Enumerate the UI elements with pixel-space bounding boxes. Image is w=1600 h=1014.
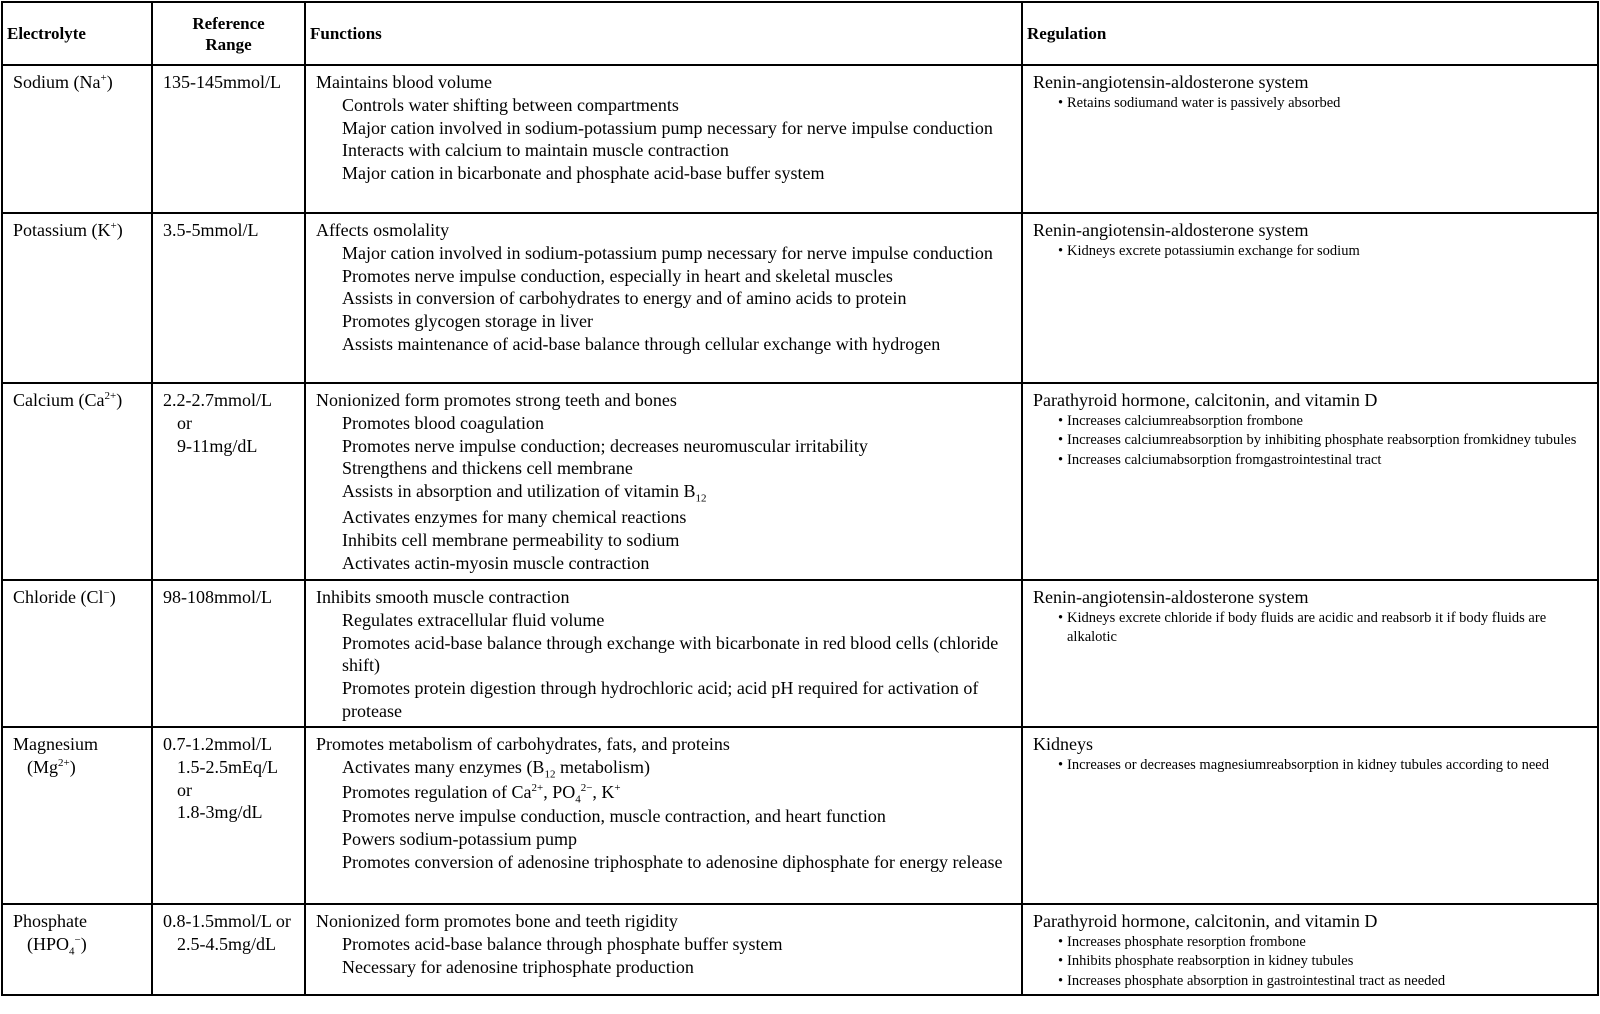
range-cell: 135-145mmol/L (152, 65, 305, 213)
range-cell: 2.2-2.7mmol/L or 9-11mg/dL (152, 383, 305, 580)
list-item: • Increases calciumabsorption fromgastrointestinal tract (1067, 451, 1597, 471)
functions-cell: Maintains blood volume Controls water shifting between compartments Major cation involved in sodium-potassium pump necessary for nerve impulse conduction Interacts with calcium to maintain muscle contraction Major cation in bicarbonate and phosphate acid-base buffer system (305, 65, 1022, 213)
list-item: • Kidneys excrete potassiumin exchange for sodium (1067, 242, 1597, 262)
range-cell: 98-108mmol/L (152, 580, 305, 727)
header-reference-range: Reference Range (152, 2, 305, 65)
header-electrolyte: Electrolyte (2, 2, 152, 65)
table-row (2, 904, 1598, 995)
list-item: • Increases or decreases magnesiumreabsorption in kidney tubules according to need (1067, 756, 1597, 776)
regulation-cell: Parathyroid hormone, calcitonin, and vitamin D • Increases phosphate resorption frombone • Inhibits phosphate reabsorption in kidney tubules • Increases phosphate absorption in gastrointestinal tract as needed (1022, 904, 1598, 995)
header-regulation: Regulation (1022, 2, 1598, 65)
functions-cell: Nonionized form promotes bone and teeth rigidity Promotes acid-base balance through phosphate buffer system Necessary for adenosine triphosphate production (305, 904, 1022, 995)
electrolyte-cell: Calcium $(Ca^{2+})$ (2, 383, 152, 580)
list-item: • Retains sodiumand water is passively absorbed (1067, 94, 1597, 114)
list-item: • Increases calciumreabsorption frombone (1067, 412, 1597, 432)
header-row (2, 2, 1598, 65)
regulation-cell: Parathyroid hormone, calcitonin, and vitamin D • Increases calciumreabsorption frombone • Increases calciumreabsorption by inhibiting phosphate reabsorption fromkidney tubules • Increases calciumabsorption fromgastrointestinal tract (1022, 383, 1598, 580)
regulation-cell: Renin-angiotensin-aldosterone system • Kidneys excrete chloride if body fluids are acidic and reabsorb it if body fluids are alkalotic (1022, 580, 1598, 727)
functions-cell: Promotes metabolism of carbohydrates, fats, and proteins Activates many enzymes ($B_{12}$ metabolism) Promotes regulation of $Ca^{2+}$, $PO_4^{2-}$, K+ Promotes nerve impulse conduction, muscle contraction, and heart function Powers sodium-potassium pump Promotes conversion of adenosine triphosphate to adenosine diphosphate for energy release (305, 727, 1022, 904)
electrolyte-table (1, 1, 1599, 996)
list-item: • Inhibits phosphate reabsorption in kidney tubules (1067, 952, 1597, 972)
table-row (2, 383, 1598, 580)
header-functions: Functions (305, 2, 1022, 65)
functions-cell: Affects osmolality Major cation involved in sodium-potassium pump necessary for nerve impulse conduction Promotes nerve impulse conduction, especially in heart and skeletal muscles Assists in conversion of carbohydrates to energy and of amino acids to protein Promotes glycogen storage in liver Assists maintenance of acid-base balance through cellular exchange with hydrogen (305, 213, 1022, 383)
electrolyte-cell: Magnesium $(Mg^{2+})$ (2, 727, 152, 904)
regulation-cell: Renin-angiotensin-aldosterone system • Retains sodiumand water is passively absorbed (1022, 65, 1598, 213)
list-item: • Increases calciumreabsorption by inhibiting phosphate reabsorption fromkidney tubules (1067, 431, 1597, 451)
list-item: • Kidneys excrete chloride if body fluids are acidic and reabsorb it if body fluids are alkalotic (1067, 609, 1597, 648)
list-item: • Increases phosphate absorption in gastrointestinal tract as needed (1067, 972, 1597, 992)
list-item: • Increases phosphate resorption frombone (1067, 933, 1597, 953)
table-row (2, 727, 1598, 904)
regulation-cell: Kidneys • Increases or decreases magnesiumreabsorption in kidney tubules according to need (1022, 727, 1598, 904)
electrolyte-cell: Potassium (K+) (2, 213, 152, 383)
functions-cell: Inhibits smooth muscle contraction Regulates extracellular fluid volume Promotes acid-base balance through exchange with bicarbonate in red blood cells (chloride shift) Promotes protein digestion through hydrochloric acid; acid pH required for activation of protease (305, 580, 1022, 727)
functions-cell: Nonionized form promotes strong teeth and bones Promotes blood coagulation Promotes nerve impulse conduction; decreases neuromuscular irritability Strengthens and thickens cell membrane Assists in absorption and utilization of vitamin $B_{12}$ Activates enzymes for many chemical reactions Inhibits cell membrane permeability to sodium Activates actin-myosin muscle contraction (305, 383, 1022, 580)
range-cell: 3.5-5mmol/L (152, 213, 305, 383)
table-row (2, 65, 1598, 213)
electrolyte-cell: Chloride (Cl−) (2, 580, 152, 727)
electrolyte-cell: Sodium (Na+) (2, 65, 152, 213)
table-row (2, 213, 1598, 383)
electrolyte-cell: Phosphate $(HPO_4^-)$ (2, 904, 152, 995)
range-cell: 0.8-1.5mmol/L or 2.5-4.5mg/dL (152, 904, 305, 995)
range-cell: 0.7-1.2mmol/L 1.5-2.5mEq/L or 1.8-3mg/dL (152, 727, 305, 904)
regulation-cell: Renin-angiotensin-aldosterone system • Kidneys excrete potassiumin exchange for sodium (1022, 213, 1598, 383)
table-row (2, 580, 1598, 727)
